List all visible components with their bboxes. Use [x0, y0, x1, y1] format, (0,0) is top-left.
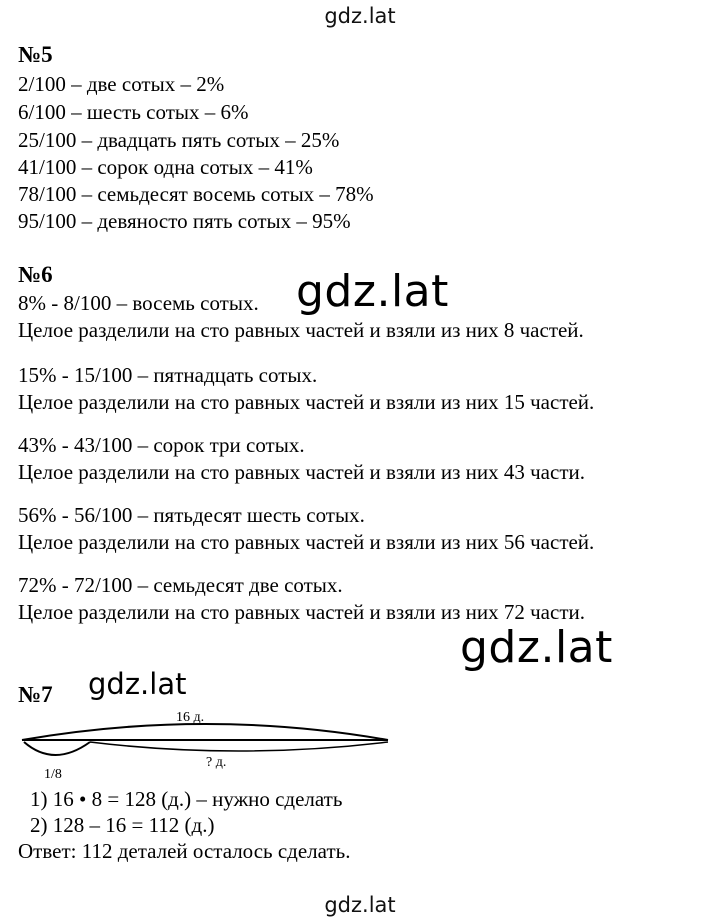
task5-line: 95/100 – девяносто пять сотых – 95%	[18, 209, 351, 233]
whole-arc	[22, 724, 388, 740]
task6-item-explanation: Целое разделили на сто равных частей и взяли из них 15 частей.	[18, 390, 595, 414]
task7-step: 1) 16 • 8 = 128 (д.) – нужно сделать	[30, 787, 343, 811]
task6-item-fraction: 15% - 15/100 – пятнадцать сотых.	[18, 363, 318, 387]
segment-diagram	[16, 700, 396, 782]
task7-answer: Ответ: 112 деталей осталось сделать.	[18, 839, 351, 863]
task5-line: 41/100 – сорок одна сотых – 41%	[18, 155, 313, 179]
watermark-medium: gdz.lat	[88, 667, 187, 701]
task5-line: 6/100 – шесть сотых – 6%	[18, 100, 249, 124]
task6-item-explanation: Целое разделили на сто равных частей и взяли из них 43 части.	[18, 460, 585, 484]
task6-item-explanation: Целое разделили на сто равных частей и взяли из них 56 частей.	[18, 530, 595, 554]
task7-heading: №7	[18, 682, 53, 707]
task5-line: 78/100 – семьдесят восемь сотых – 78%	[18, 182, 374, 206]
task5-heading: №5	[18, 42, 53, 67]
top-label: 16 д.	[176, 710, 205, 725]
task6-item-fraction: 56% - 56/100 – пятьдесят шесть сотых.	[18, 503, 365, 527]
watermark-top: gdz.lat	[324, 4, 396, 28]
task6-item-fraction: 72% - 72/100 – семьдесят две сотых.	[18, 573, 343, 597]
task6-heading: №6	[18, 262, 53, 287]
task5-line: 25/100 – двадцать пять сотых – 25%	[18, 128, 340, 152]
task5-line: 2/100 – две сотых – 2%	[18, 72, 225, 96]
task6-item-fraction: 43% - 43/100 – сорок три сотых.	[18, 433, 305, 457]
fraction-label: 1/8	[44, 767, 62, 782]
watermark-large: gdz.lat	[296, 266, 449, 317]
task6-item-fraction: 8% - 8/100 – восемь сотых.	[18, 291, 259, 315]
task7-step: 2) 128 – 16 = 112 (д.)	[30, 813, 215, 837]
remainder-arc	[90, 742, 388, 751]
part-arc	[24, 742, 90, 755]
task6-item-explanation: Целое разделили на сто равных частей и взяли из них 8 частей.	[18, 318, 584, 342]
watermark-large: gdz.lat	[460, 622, 613, 673]
watermark-bottom: gdz.lat	[324, 893, 396, 917]
question-label: ? д.	[206, 755, 227, 770]
task6-item-explanation: Целое разделили на сто равных частей и взяли из них 72 части.	[18, 600, 585, 624]
